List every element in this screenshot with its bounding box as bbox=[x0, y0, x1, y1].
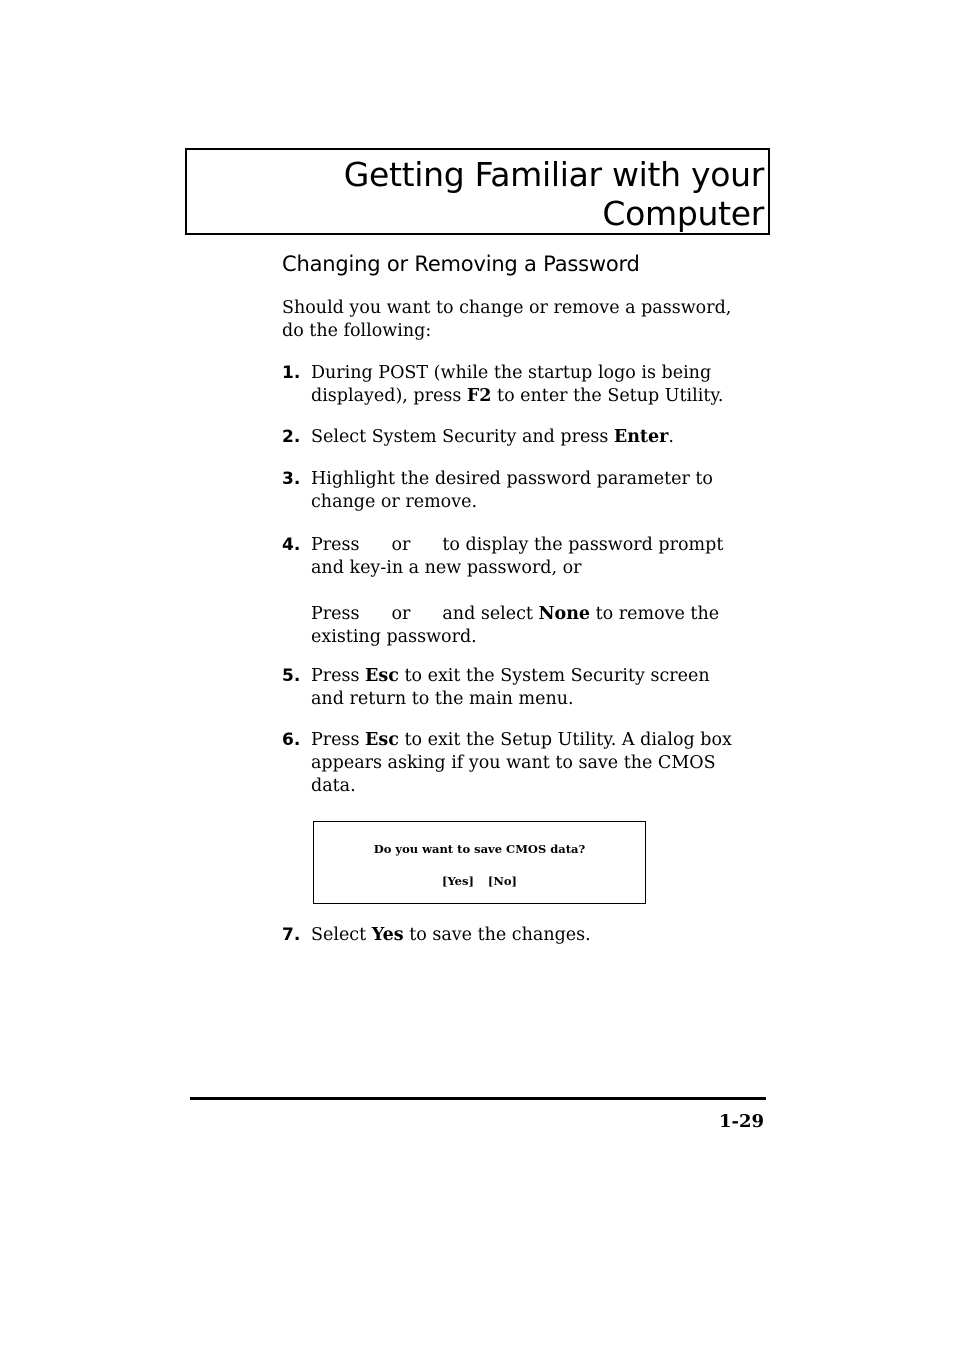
key-none: None bbox=[538, 604, 591, 624]
dialog-options bbox=[314, 874, 645, 888]
key-enter: Enter bbox=[613, 427, 669, 447]
save-cmos-dialog bbox=[313, 821, 646, 904]
step-line: Press or and select None to remove the bbox=[311, 604, 720, 624]
step-number: 5. bbox=[282, 666, 301, 686]
step-line: data. bbox=[311, 776, 356, 796]
step-line: Press or to display the password prompt bbox=[311, 535, 724, 555]
step-number: 2. bbox=[282, 427, 301, 447]
step-number: 3. bbox=[282, 469, 301, 489]
key-yes: Yes bbox=[371, 925, 404, 945]
key-esc: Esc bbox=[365, 666, 399, 686]
step-number: 6. bbox=[282, 730, 301, 750]
section-heading: Changing or Removing a Password bbox=[282, 252, 640, 276]
step-line: Press Esc to exit the System Security screen bbox=[311, 666, 710, 686]
step-line: Press Esc to exit the Setup Utility. A dialog box bbox=[311, 730, 732, 750]
step-line: and return to the main menu. bbox=[311, 689, 574, 709]
step-number: 4. bbox=[282, 535, 301, 555]
page-number: 1-29 bbox=[718, 1111, 764, 1132]
footer-rule bbox=[190, 1097, 766, 1100]
step-line: Select System Security and press Enter. bbox=[311, 427, 674, 447]
chapter-title-box bbox=[185, 148, 770, 235]
intro-line: Should you want to change or remove a password, bbox=[282, 298, 732, 318]
key-f2: F2 bbox=[466, 386, 492, 406]
intro-line: do the following: bbox=[282, 321, 432, 341]
step-line: Highlight the desired password parameter to bbox=[311, 469, 713, 489]
step-line: During POST (while the startup logo is being bbox=[311, 363, 712, 383]
dialog-no-option: [No] bbox=[487, 874, 517, 888]
chapter-title-line-1: Getting Familiar with your bbox=[343, 155, 764, 194]
dialog-yes-option: [Yes] bbox=[442, 874, 474, 888]
intro-paragraph bbox=[282, 297, 772, 343]
step-line: change or remove. bbox=[311, 492, 478, 512]
step-number: 7. bbox=[282, 925, 301, 945]
key-esc: Esc bbox=[365, 730, 399, 750]
chapter-title-line-2: Computer bbox=[602, 194, 764, 233]
step-line: displayed), press F2 to enter the Setup Utility. bbox=[311, 386, 724, 406]
step-number: 1. bbox=[282, 363, 301, 383]
step-line: Select Yes to save the changes. bbox=[311, 925, 591, 945]
step-line: existing password. bbox=[311, 627, 477, 647]
dialog-question: Do you want to save CMOS data? bbox=[373, 842, 586, 856]
step-line: and key-in a new password, or bbox=[311, 558, 582, 578]
step-line: appears asking if you want to save the CMOS bbox=[311, 753, 716, 773]
